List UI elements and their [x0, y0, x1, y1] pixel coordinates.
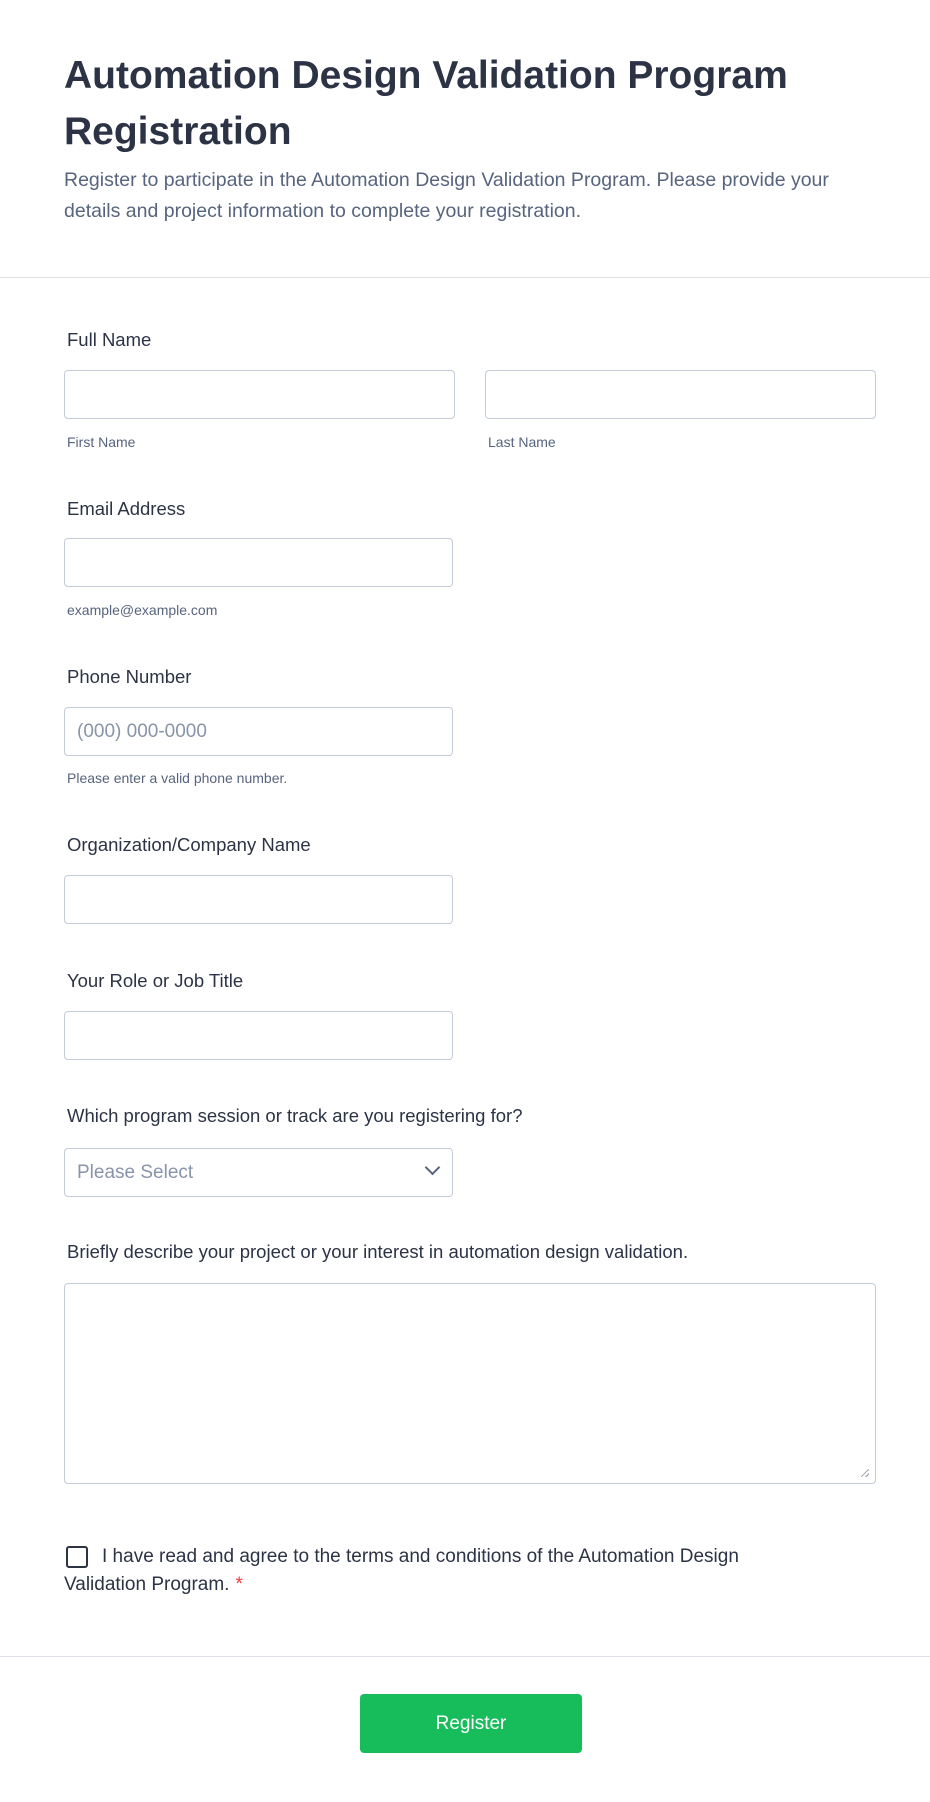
- phone-hint: Please enter a valid phone number.: [67, 770, 288, 786]
- role-input[interactable]: [64, 1011, 453, 1060]
- organization-label: Organization/Company Name: [67, 834, 311, 855]
- email-hint: example@example.com: [67, 602, 218, 618]
- chevron-down-icon: [425, 1160, 441, 1176]
- session-selected-value: Please Select: [77, 1162, 194, 1183]
- session-label: Which program session or track are you registering for?: [67, 1105, 523, 1126]
- role-label: Your Role or Job Title: [67, 970, 244, 991]
- required-mark: *: [235, 1574, 243, 1595]
- first-name-input[interactable]: [64, 370, 455, 419]
- description-textarea[interactable]: [64, 1283, 876, 1484]
- page-title: Automation Design Validation Program Registration: [64, 54, 788, 153]
- page-subtitle: Register to participate in the Automation Design Validation Program. Please provide your details and project information to complete your registration.: [64, 169, 829, 222]
- organization-input[interactable]: [64, 875, 453, 924]
- description-label: Briefly describe your project or your interest in automation design validation.: [67, 1241, 689, 1262]
- first-name-sublabel: First Name: [67, 434, 136, 450]
- email-input[interactable]: [64, 538, 453, 587]
- terms-text: I have read and agree to the terms and conditions of the Automation Design Validation Program.: [64, 1546, 739, 1595]
- last-name-input[interactable]: [485, 370, 876, 419]
- terms-label: [64, 1543, 764, 1599]
- full-name-label: Full Name: [67, 329, 152, 350]
- header-divider: [0, 277, 930, 278]
- email-label: Email Address: [67, 498, 186, 519]
- footer-divider: [0, 1656, 930, 1657]
- phone-input[interactable]: (000) 000-0000: [64, 707, 453, 756]
- resize-handle-icon[interactable]: [861, 1469, 869, 1477]
- register-button[interactable]: Register: [360, 1694, 582, 1753]
- phone-label: Phone Number: [67, 666, 192, 687]
- session-select[interactable]: [64, 1148, 453, 1197]
- last-name-sublabel: Last Name: [488, 434, 556, 450]
